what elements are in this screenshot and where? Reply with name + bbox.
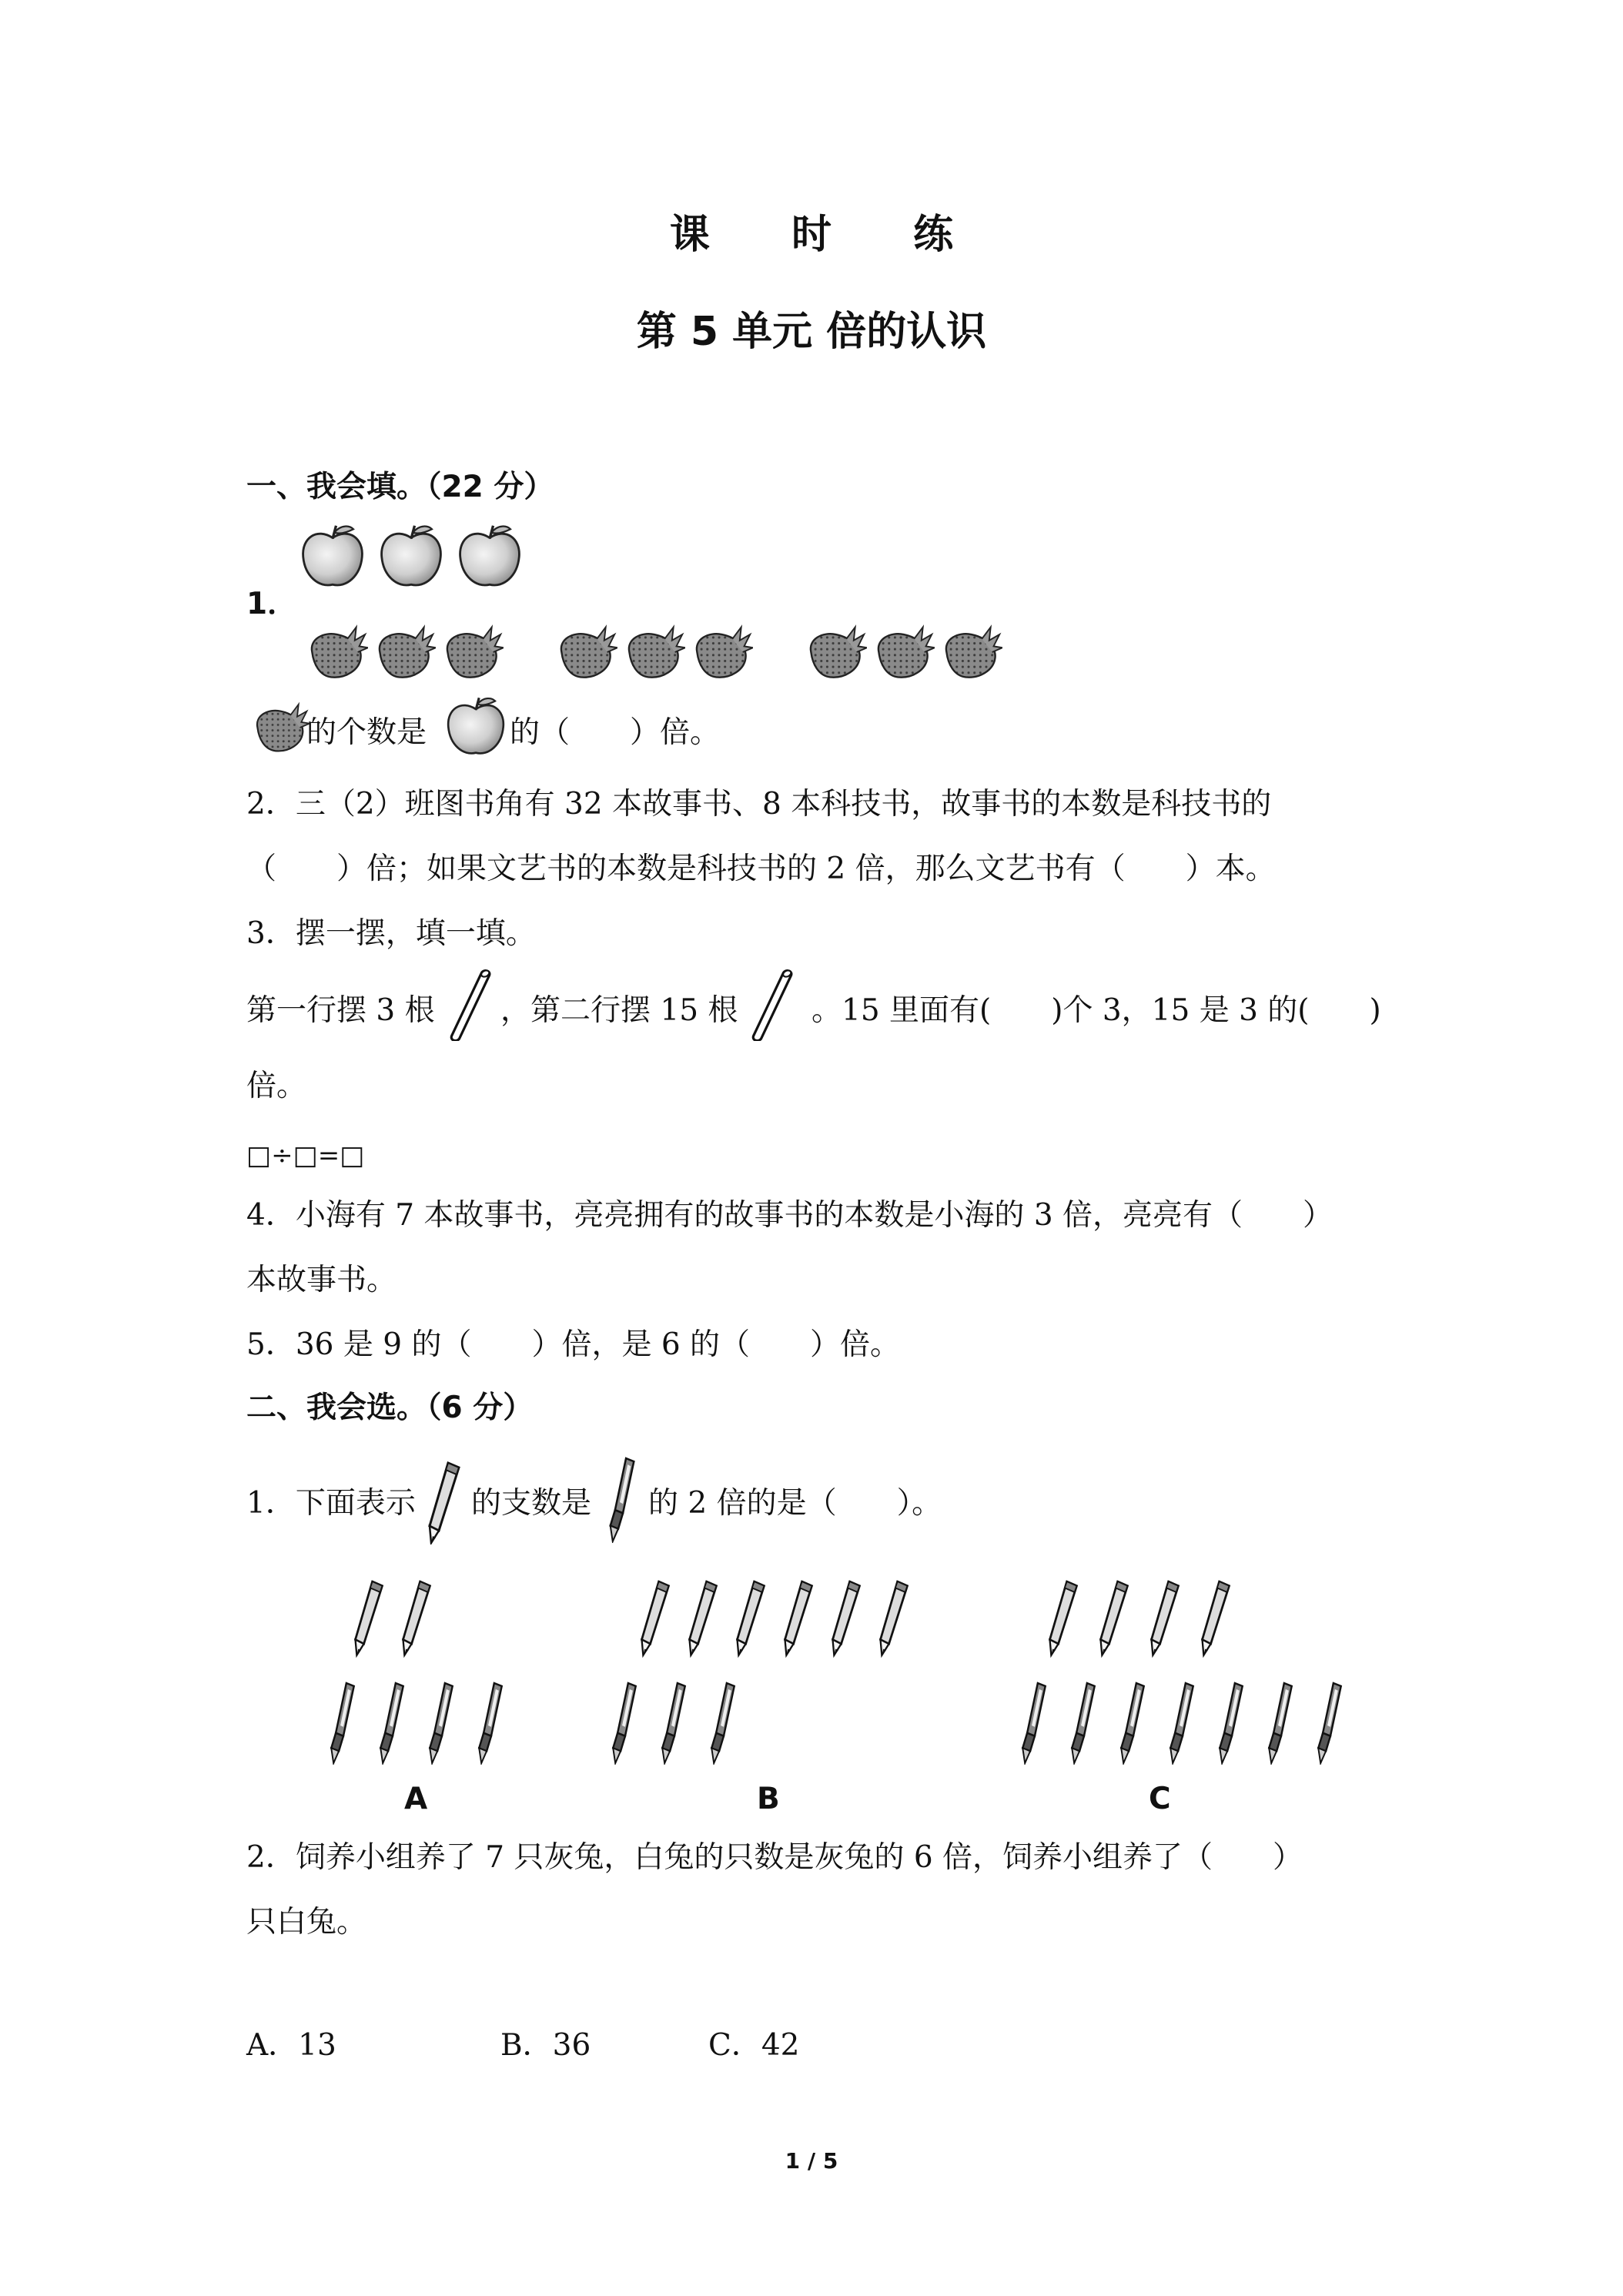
unit-title: 第 5 单元 倍的认识 [636, 309, 987, 355]
strawberry-icon [370, 621, 436, 684]
strawberry-icon [302, 621, 368, 684]
q4-line1: 4．小海有 7 本故事书，亮亮拥有的故事书的本数是小海的 3 倍，亮亮有（ ） [246, 1198, 1334, 1233]
s2-q1-part2: 的支数是 [471, 1486, 592, 1521]
q1-text-a: 的个数是 [306, 715, 427, 750]
q2-line1: 2．三（2）班图书角有 32 本故事书、8 本科技书，故事书的本数是科技书的 [246, 787, 1272, 822]
fountain-pen-icon [1018, 1682, 1049, 1765]
strawberry-icon [437, 621, 504, 684]
s2-q1-part3: 的 2 倍的是（ ）。 [648, 1486, 942, 1521]
stick-icon [445, 967, 494, 1041]
q3-part3: 。15 里面有( )个 3，15 是 3 的( ) [812, 993, 1381, 1028]
choice-a: A．13 [246, 2028, 336, 2063]
apple-icon [298, 520, 367, 590]
choice-b: B．36 [500, 2028, 591, 2063]
stick-icon [747, 967, 796, 1041]
apple-icon [455, 520, 524, 590]
fountain-pen-icon [658, 1682, 688, 1765]
fountain-pen-icon [326, 1682, 357, 1765]
pencil-icon [781, 1577, 816, 1658]
fountain-pen-icon [1166, 1682, 1196, 1765]
pencil-icon [1147, 1577, 1183, 1658]
fountain-pen-icon [605, 1457, 637, 1543]
q3-formula: □÷□=□ [246, 1140, 365, 1171]
page-title: 课 时 练 [669, 212, 988, 258]
q3-line1: 3．摆一摆，填一填。 [246, 916, 536, 951]
q1-number: 1． [246, 587, 298, 621]
fountain-pen-icon [1215, 1682, 1246, 1765]
page-number: 1 / 5 [785, 2148, 838, 2174]
pencil-icon [1096, 1577, 1132, 1658]
fountain-pen-icon [1313, 1682, 1344, 1765]
pencil-icon [733, 1577, 768, 1658]
fountain-pen-icon [1264, 1682, 1295, 1765]
fountain-pen-icon [376, 1682, 407, 1765]
fountain-pen-icon [1116, 1682, 1147, 1765]
fountain-pen-icon [474, 1682, 505, 1765]
strawberry-icon [248, 696, 310, 759]
q1-text-b: 的（ ）倍。 [510, 715, 721, 750]
strawberry-icon [687, 621, 753, 684]
pencil-icon [351, 1577, 387, 1658]
choice-c: C．42 [708, 2028, 800, 2063]
fountain-pen-icon [1067, 1682, 1098, 1765]
option-a-label: A [404, 1782, 428, 1816]
fountain-pen-icon [425, 1682, 456, 1765]
apple-icon [443, 693, 508, 758]
section2-heading: 二、我会选。（6 分） [246, 1391, 534, 1425]
strawberry-icon [619, 621, 685, 684]
option-c-label: C [1149, 1782, 1171, 1816]
s2-q1-part1: 1．下面表示 [246, 1486, 416, 1521]
q4-line2: 本故事书。 [246, 1263, 397, 1297]
q3-part2: ，第二行摆 15 根 [500, 993, 738, 1028]
strawberry-icon [936, 621, 1002, 684]
q3-line3: 倍。 [246, 1069, 307, 1103]
q5-text: 5．36 是 9 的（ ）倍，是 6 的（ ）倍。 [246, 1327, 901, 1362]
apple-icon [376, 520, 446, 590]
pencil-icon [399, 1577, 434, 1658]
strawberry-icon [801, 621, 867, 684]
q3-part1: 第一行摆 3 根 [246, 993, 435, 1028]
pencil-icon [828, 1577, 864, 1658]
strawberry-icon [551, 621, 617, 684]
pencil-icon [1046, 1577, 1081, 1658]
option-b-label: B [757, 1782, 780, 1816]
s2-q2-line1: 2．饲养小组养了 7 只灰兔，白兔的只数是灰兔的 6 倍，饲养小组养了（ ） [246, 1840, 1303, 1875]
pencil-icon [425, 1460, 463, 1545]
s2-q2-line2: 只白兔。 [246, 1905, 367, 1940]
section1-heading: 一、我会填。（22 分） [246, 470, 554, 504]
fountain-pen-icon [707, 1682, 738, 1765]
fountain-pen-icon [608, 1682, 639, 1765]
pencil-icon [876, 1577, 912, 1658]
strawberry-icon [868, 621, 935, 684]
pencil-icon [637, 1577, 673, 1658]
pencil-icon [685, 1577, 721, 1658]
q2-line2: （ ）倍；如果文艺书的本数是科技书的 2 倍，那么文艺书有（ ）本。 [246, 852, 1276, 886]
pencil-icon [1198, 1577, 1233, 1658]
